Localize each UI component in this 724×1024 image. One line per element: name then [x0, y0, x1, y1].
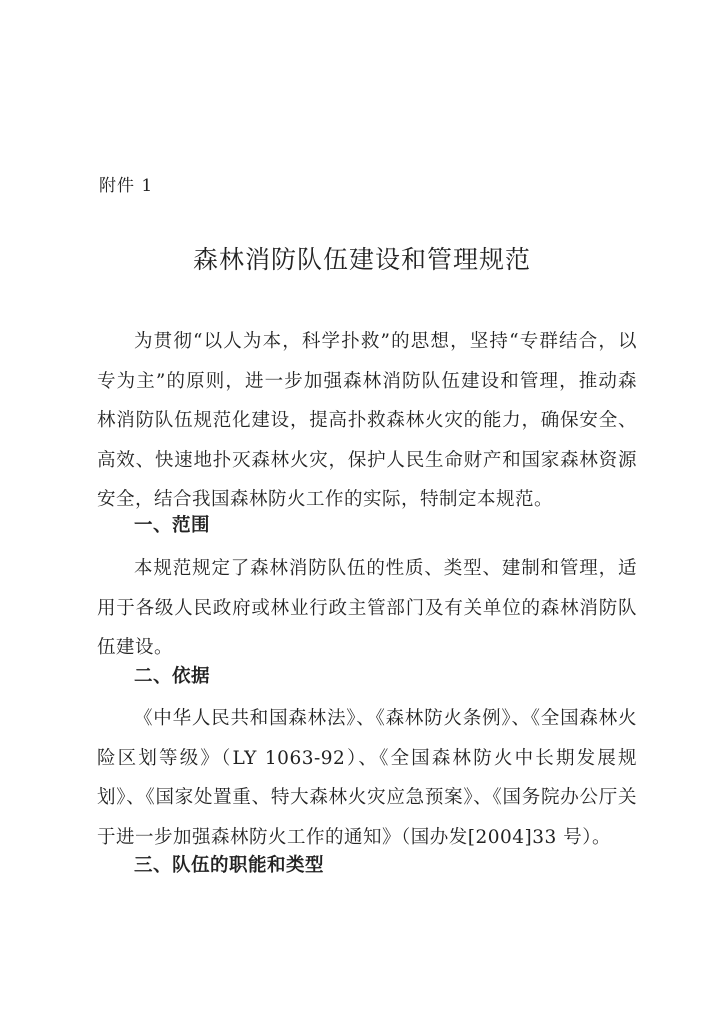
section-heading-duties: 三、队伍的职能和类型: [134, 855, 325, 876]
document-title: 森林消防队伍建设和管理规范: [192, 245, 531, 274]
section-body-scope: 本规范规定了森林消防队伍的性质、类型、建制和管理，适用于各级人民政府或林业行政主管部门及有关单位的森林消防队伍建设。: [97, 558, 637, 658]
section-heading-scope: 一、范围: [134, 515, 211, 536]
section-body-basis: 《中华人民共和国森林法》、《森林防火条例》、《全国森林火险区划等级》（LY 1063-92）、《全国森林防火中长期发展规划》、《国家处置重、特大森林火灾应急预案》、《国务院办公厅关于进一步加强森林防火工作的通知》（国办发[2004]33 号）。: [97, 708, 637, 848]
intro-paragraph: 为贯彻“以人为本，科学扑救”的思想，坚持“专群结合，以专为主”的原则，进一步加强森林消防队伍建设和管理，推动森林消防队伍规范化建设，提高扑救森林火灾的能力，确保安全、高效、快速地扑灭森林火灾，保护人民生命财产和国家森林资源安全，结合我国森林防火工作的实际，特制定本规范。: [97, 331, 637, 510]
section-heading-basis: 二、依据: [134, 666, 211, 687]
attachment-label: 附件 1: [99, 176, 154, 196]
